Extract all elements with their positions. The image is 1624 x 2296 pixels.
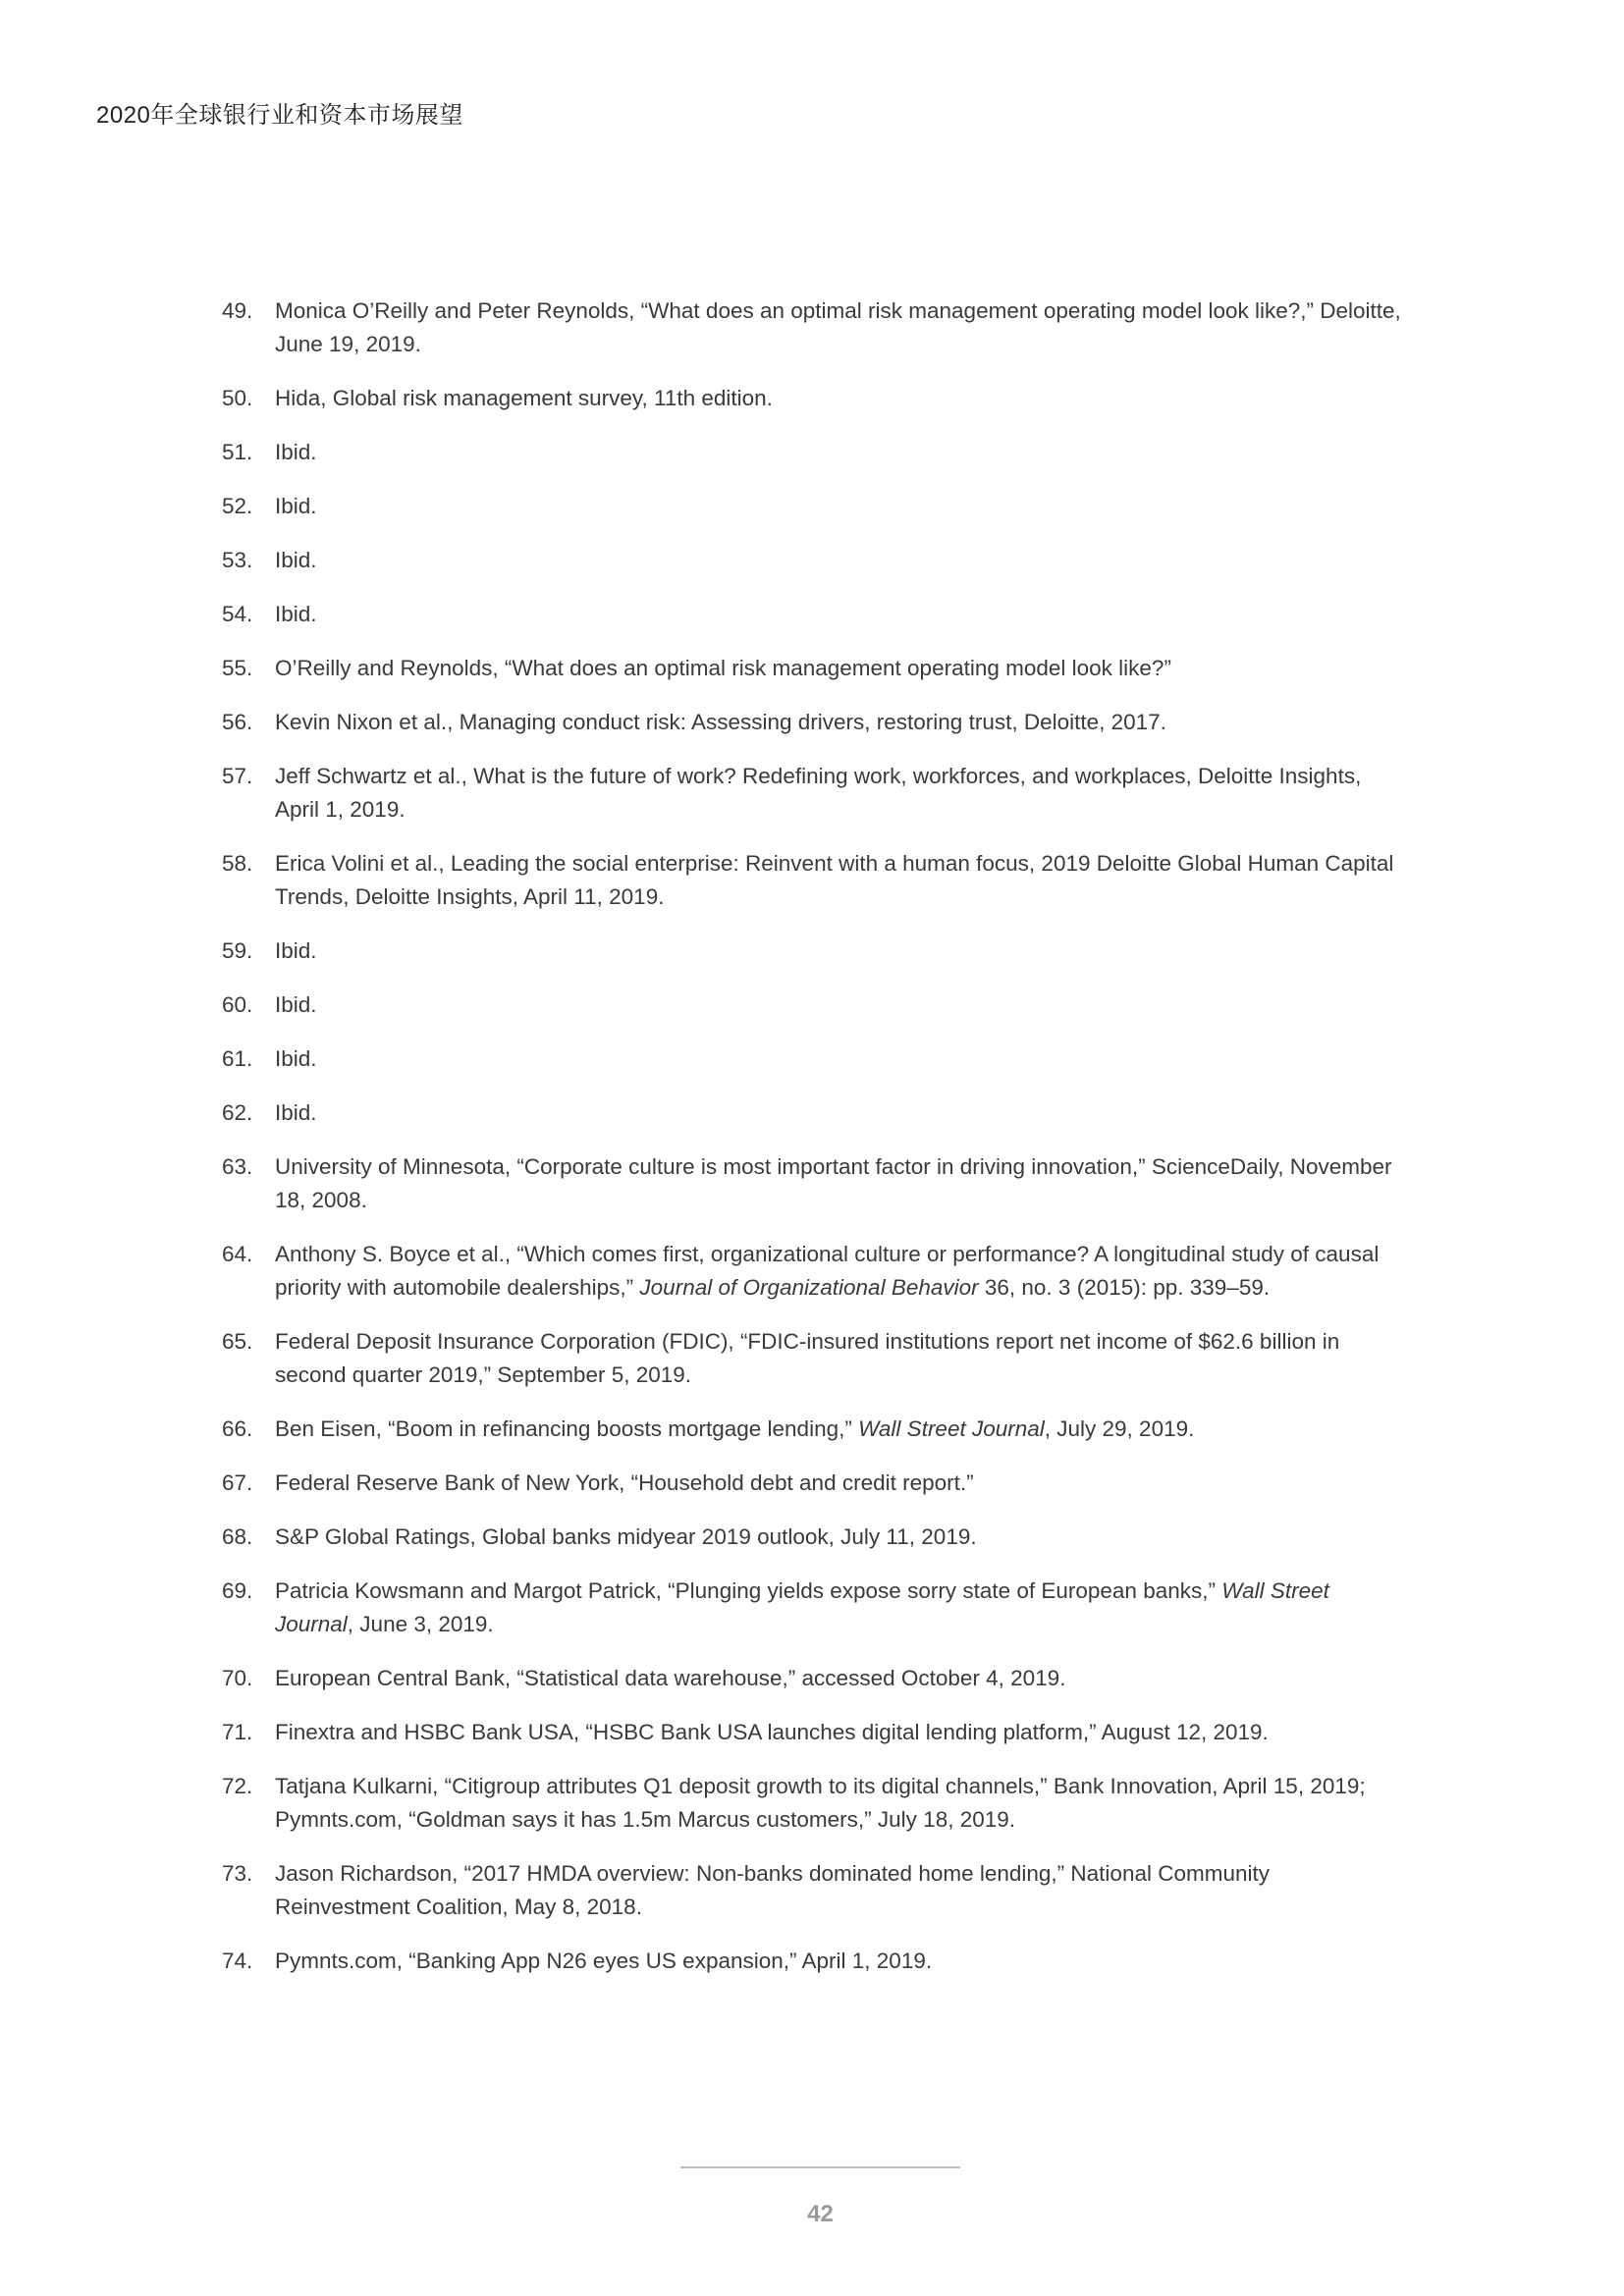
endnote-number: 50. (222, 386, 253, 410)
endnote-item (222, 1857, 1410, 1924)
endnote-number: 68. (222, 1524, 253, 1549)
endnote-text-segment: Monica O’Reilly and Peter Reynolds, “What does an optimal risk management operating model look like?,” Deloitte, June 19, 2019. (275, 298, 1401, 356)
endnote-text-segment: Federal Reserve Bank of New York, “Household debt and credit report.” (275, 1470, 974, 1495)
page-number: 42 (807, 2201, 834, 2227)
endnote-text (275, 1046, 317, 1071)
endnote-text-segment: Ben Eisen, “Boom in refinancing boosts mortgage lending,” (275, 1416, 859, 1441)
endnote-text (275, 386, 773, 410)
endnote-text (275, 440, 317, 464)
endnote-item (222, 598, 1410, 631)
endnote-number: 65. (222, 1329, 253, 1354)
endnote-text-segment: Ibid. (275, 440, 317, 464)
endnote-text (275, 1470, 974, 1495)
endnote-number: 56. (222, 710, 253, 734)
endnote-item (222, 706, 1410, 739)
endnote-text-segment: European Central Bank, “Statistical data warehouse,” accessed October 4, 2019. (275, 1666, 1066, 1690)
endnote-text-segment: Hida, Global risk management survey, 11th edition. (275, 386, 773, 410)
endnote-text-segment: O’Reilly and Reynolds, “What does an optimal risk management operating model look like?” (275, 656, 1171, 680)
endnote-text (275, 602, 317, 626)
endnote-text (275, 1329, 1339, 1387)
endnote-number: 57. (222, 764, 253, 788)
endnote-item (222, 1521, 1410, 1554)
endnote-text (275, 1666, 1065, 1690)
endnote-number: 61. (222, 1046, 253, 1071)
endnote-number: 52. (222, 494, 253, 518)
endnote-item (222, 436, 1410, 469)
endnote-text (275, 992, 317, 1017)
endnote-text (275, 1154, 1392, 1212)
endnote-text-segment: Ibid. (275, 992, 317, 1017)
endnote-item (222, 490, 1410, 523)
footer-divider (680, 2166, 960, 2168)
endnote-number: 71. (222, 1720, 253, 1744)
endnote-text-segment: Anthony S. Boyce et al., “Which comes first, organizational culture or performance? A longitudinal study of causal priority with automobile dealerships,” (275, 1242, 1380, 1300)
endnote-text (275, 494, 317, 518)
endnote-text (275, 1524, 977, 1549)
endnote-text (275, 1861, 1270, 1919)
endnote-number: 67. (222, 1470, 253, 1495)
endnote-item (222, 1150, 1410, 1217)
endnote-text (275, 298, 1401, 356)
endnote-text-segment: Tatjana Kulkarni, “Citigroup attributes Q1 deposit growth to its digital channels,” Bank Innovation, April 15, 2019; Pymnts.com, “Goldman says it has 1.5m Marcus customers,” July 18, 2019. (275, 1774, 1366, 1832)
endnote-item (222, 1662, 1410, 1695)
endnote-text-segment: Ibid. (275, 548, 317, 572)
endnote-text (275, 938, 317, 963)
endnote-text (275, 548, 317, 572)
endnote-text-segment: Kevin Nixon et al., Managing conduct risk: Assessing drivers, restoring trust, Deloitte, 2017. (275, 710, 1166, 734)
endnote-number: 60. (222, 992, 253, 1017)
endnote-text (275, 710, 1166, 734)
endnote-item (222, 382, 1410, 415)
endnote-italic-title: Wall Street Journal (275, 1578, 1329, 1636)
endnote-text (275, 1949, 932, 1973)
endnote-number: 59. (222, 938, 253, 963)
endnote-text-segment: , June 3, 2019. (347, 1612, 494, 1636)
endnote-number: 64. (222, 1242, 253, 1266)
endnote-item (222, 1575, 1410, 1641)
endnote-item (222, 847, 1410, 914)
endnote-text (275, 1416, 1194, 1441)
endnote-text-segment: Ibid. (275, 602, 317, 626)
endnotes-list (222, 294, 1410, 1999)
endnote-text-segment: Jeff Schwartz et al., What is the future of work? Redefining work, workforces, and workplaces, Deloitte Insights, April 1, 2019. (275, 764, 1362, 822)
endnote-text-segment: Jason Richardson, “2017 HMDA overview: Non-banks dominated home lending,” National Community Reinvestment Coalition, May 8, 2018. (275, 1861, 1270, 1919)
endnote-number: 63. (222, 1154, 253, 1179)
endnote-text (275, 1774, 1366, 1832)
endnote-item (222, 1945, 1410, 1978)
endnote-italic-title: Wall Street Journal (858, 1416, 1045, 1441)
endnote-text-segment: University of Minnesota, “Corporate culture is most important factor in driving innovation,” ScienceDaily, November 18, 2008. (275, 1154, 1392, 1212)
endnote-text-segment: Patricia Kowsmann and Margot Patrick, “Plunging yields expose sorry state of European banks,” (275, 1578, 1222, 1603)
endnote-item (222, 1716, 1410, 1749)
endnote-item (222, 760, 1410, 827)
endnote-number: 72. (222, 1774, 253, 1798)
endnote-text (275, 1578, 1329, 1636)
endnote-number: 49. (222, 298, 253, 323)
endnote-number: 73. (222, 1861, 253, 1886)
endnote-item (222, 988, 1410, 1022)
endnote-number: 51. (222, 440, 253, 464)
endnote-text-segment: Erica Volini et al., Leading the social enterprise: Reinvent with a human focus, 2019 Deloitte Global Human Capital Trends, Deloitte Insights, April 11, 2019. (275, 851, 1394, 909)
endnote-text-segment: Finextra and HSBC Bank USA, “HSBC Bank USA launches digital lending platform,” August 12, 2019. (275, 1720, 1269, 1744)
endnote-item (222, 294, 1410, 361)
endnote-text-segment: Ibid. (275, 938, 317, 963)
endnote-text (275, 764, 1361, 822)
endnote-item (222, 934, 1410, 968)
endnote-text-segment: Ibid. (275, 1046, 317, 1071)
endnote-item (222, 1413, 1410, 1446)
endnote-text-segment: , July 29, 2019. (1044, 1416, 1195, 1441)
endnote-text-segment: S&P Global Ratings, Global banks midyear 2019 outlook, July 11, 2019. (275, 1524, 977, 1549)
endnote-number: 53. (222, 548, 253, 572)
endnote-number: 69. (222, 1578, 253, 1603)
endnote-text-segment: Federal Deposit Insurance Corporation (FDIC), “FDIC-insured institutions report net income of $62.6 billion in second quarter 2019,” September 5, 2019. (275, 1329, 1340, 1387)
endnote-number: 62. (222, 1100, 253, 1125)
endnote-number: 58. (222, 851, 253, 876)
endnote-number: 66. (222, 1416, 253, 1441)
endnote-text (275, 1242, 1379, 1300)
endnote-number: 70. (222, 1666, 253, 1690)
endnote-number: 55. (222, 656, 253, 680)
endnote-text (275, 656, 1171, 680)
endnote-text-segment: Pymnts.com, “Banking App N26 eyes US expansion,” April 1, 2019. (275, 1949, 933, 1973)
endnote-text-segment: Ibid. (275, 494, 317, 518)
endnote-item (222, 652, 1410, 685)
endnote-text (275, 851, 1393, 909)
endnote-item (222, 1467, 1410, 1500)
endnote-italic-title: Journal of Organizational Behavior (639, 1275, 979, 1300)
endnote-text-segment: 36, no. 3 (2015): pp. 339–59. (978, 1275, 1271, 1300)
endnote-item (222, 1325, 1410, 1392)
endnote-number: 74. (222, 1949, 253, 1973)
endnote-text (275, 1100, 317, 1125)
endnote-item (222, 544, 1410, 577)
endnote-item (222, 1096, 1410, 1130)
page-header-title: 2020年全球银行业和资本市场展望 (96, 102, 463, 129)
endnote-text-segment: Ibid. (275, 1100, 317, 1125)
endnote-item (222, 1042, 1410, 1076)
endnote-text (275, 1720, 1269, 1744)
endnote-item (222, 1770, 1410, 1837)
endnote-item (222, 1238, 1410, 1305)
endnote-number: 54. (222, 602, 253, 626)
